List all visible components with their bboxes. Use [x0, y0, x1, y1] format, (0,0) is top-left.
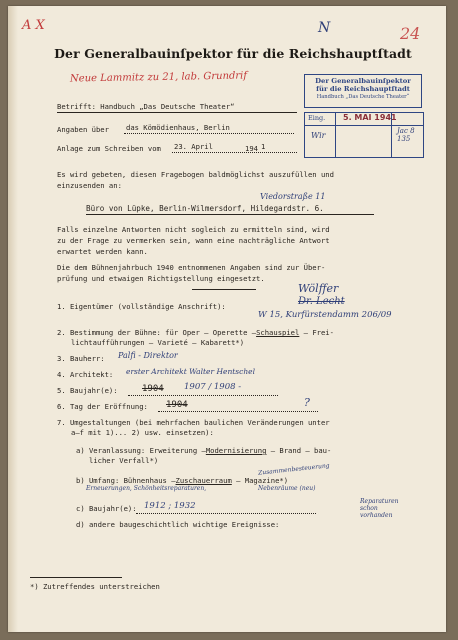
q7a-handwritten: Zusammenbesteuerung — [257, 462, 330, 477]
anlage-year-prefix: 194 — [245, 144, 258, 153]
page-heading: Der Generalbauinſpektor für die Reichshauptſtadt — [54, 46, 412, 61]
anlage-date: 23. April — [174, 142, 213, 151]
q7c-label: c) Baujahr(e): — [76, 504, 137, 513]
red-handwritten-note: Neue Lammitz zu 21, lab. Grundrif — [69, 70, 248, 85]
q7b-handwritten-2: Nebenräume (neu) — [258, 485, 316, 492]
receipt-stamp — [304, 74, 422, 108]
q7c-side-note: Reparaturen schon vorhanden — [360, 498, 399, 519]
corner-mark-right: 24 — [400, 24, 421, 43]
q2-line1 — [57, 328, 334, 337]
q2-suffix: — Frei- — [299, 328, 334, 337]
q7a-underlined: Modernisierung — [205, 446, 267, 455]
q1-handwritten-struck: Dr. Lecht — [298, 296, 345, 307]
q7-line1: 7. Umgestaltungen (bei mehrfachen baulichen Veränderungen unter — [57, 418, 330, 427]
request-text — [57, 169, 334, 191]
stamp-notes: Jac 8 135 — [397, 127, 415, 143]
stamp-label: Eing. — [308, 114, 326, 122]
q7b-underlined: Zuschauerraum — [175, 476, 232, 485]
q1-handwritten-address: W 15, Kurfürstendamm 206/09 — [258, 310, 392, 320]
q7c-handwritten: 1912 ; 1932 — [144, 501, 196, 511]
q7b-prefix: b) Umfang: Bühnenhaus — — [76, 476, 176, 485]
q7d-label: d) andere baugeschichtlich wichtige Ereignisse: — [76, 520, 280, 529]
address-handwritten: Viedorstraße 11 — [260, 192, 326, 201]
q6-label: 6. Tag der Eröffnung: — [57, 402, 148, 411]
buehnen-line-2: prüfung und etwaigen Richtigstellung eingesetzt. — [57, 274, 265, 283]
angaben-label: Angaben über — [57, 125, 109, 134]
q7b-line1 — [76, 476, 288, 485]
q7a-line2: licher Verfall*) — [89, 456, 159, 465]
q7a-suffix: — Brand — bau- — [266, 446, 332, 455]
q3-handwritten: Palfi - Direktor — [118, 351, 178, 360]
document-page — [8, 6, 446, 632]
q4-handwritten: erster Architekt Walter Hentschel — [126, 367, 256, 376]
q5-handwritten: 1907 / 1908 - — [184, 382, 242, 392]
receipt-stamp-grid — [304, 112, 424, 158]
stamp-line3: Handbuch „Das Deutsche Theater“ — [316, 94, 410, 100]
q1-handwritten-owner: Wölffer — [298, 282, 339, 295]
request-line-1: Es wird gebeten, diesen Fragebogen baldmöglichst auszufüllen und — [57, 170, 334, 179]
q6-struck: 1904 — [166, 400, 188, 410]
buehnen-line-1: Die dem Bühnenjahrbuch 1940 entnommenen Angaben sind zur Über- — [57, 263, 326, 272]
q4-label: 4. Architekt: — [57, 370, 114, 379]
q7a-line1 — [76, 446, 331, 455]
betrifft-line: Betrifft: Handbuch „Das Deutsche Theater“ — [57, 102, 235, 111]
binding-edge — [8, 6, 18, 632]
falls-text — [57, 224, 330, 257]
corner-mark-left: A X — [22, 18, 45, 33]
top-mark: N — [318, 20, 331, 36]
anlage-label: Anlage zum Schreiben vom — [57, 144, 161, 153]
request-line-2: einzusenden an: — [57, 181, 122, 190]
q2-prefix: 2. Bestimmung der Bühne: für Oper — Operette — — [57, 328, 257, 337]
q5-label: 5. Baujahr(e): — [57, 386, 118, 395]
buehnen-text — [57, 262, 325, 284]
q2-line2: lichtaufführungen — Varieté — Kabarett*) — [71, 338, 245, 347]
anlage-year-suffix: 1 — [261, 142, 266, 151]
q3-label: 3. Bauherr: — [57, 354, 105, 363]
address-line: Büro von Lüpke, Berlin-Wilmersdorf, Hildegardstr. 6. — [86, 204, 324, 213]
q7-line2: a—f mit 1)... 2) usw. einsetzen): — [71, 428, 214, 437]
footnote: *) Zutreffendes unterstreichen — [30, 582, 160, 591]
q5-struck: 1904 — [142, 384, 164, 394]
stamp-date: 5. MAI 1941 — [343, 113, 397, 122]
stamp-line2: für die Reichshauptſtadt — [316, 84, 410, 93]
angaben-value: das Kömödienhaus, Berlin — [126, 123, 230, 132]
q7b-handwritten: Erneuerungen, Schönheitsreparaturen, — [86, 485, 207, 492]
q7a-prefix: a) Veranlassung: Erweiterung — — [76, 446, 206, 455]
falls-line-3: erwartet werden kann. — [57, 247, 148, 256]
q1-label: 1. Eigentümer (vollständige Anschrift): — [57, 302, 226, 311]
q2-underlined: Schauspiel — [256, 328, 300, 337]
stamp-signature: Wir — [311, 131, 326, 140]
q6-handwritten: ? — [304, 396, 310, 409]
stamp-line1: Der Generalbauinſpektor — [315, 77, 411, 85]
falls-line-2: zu der Frage zu vermerken sein, wann eine nachträgliche Antwort — [57, 236, 330, 245]
q7b-suffix: — Magazine*) — [231, 476, 289, 485]
falls-line-1: Falls einzelne Antworten nicht sogleich zu ermitteln sind, wird — [57, 225, 330, 234]
